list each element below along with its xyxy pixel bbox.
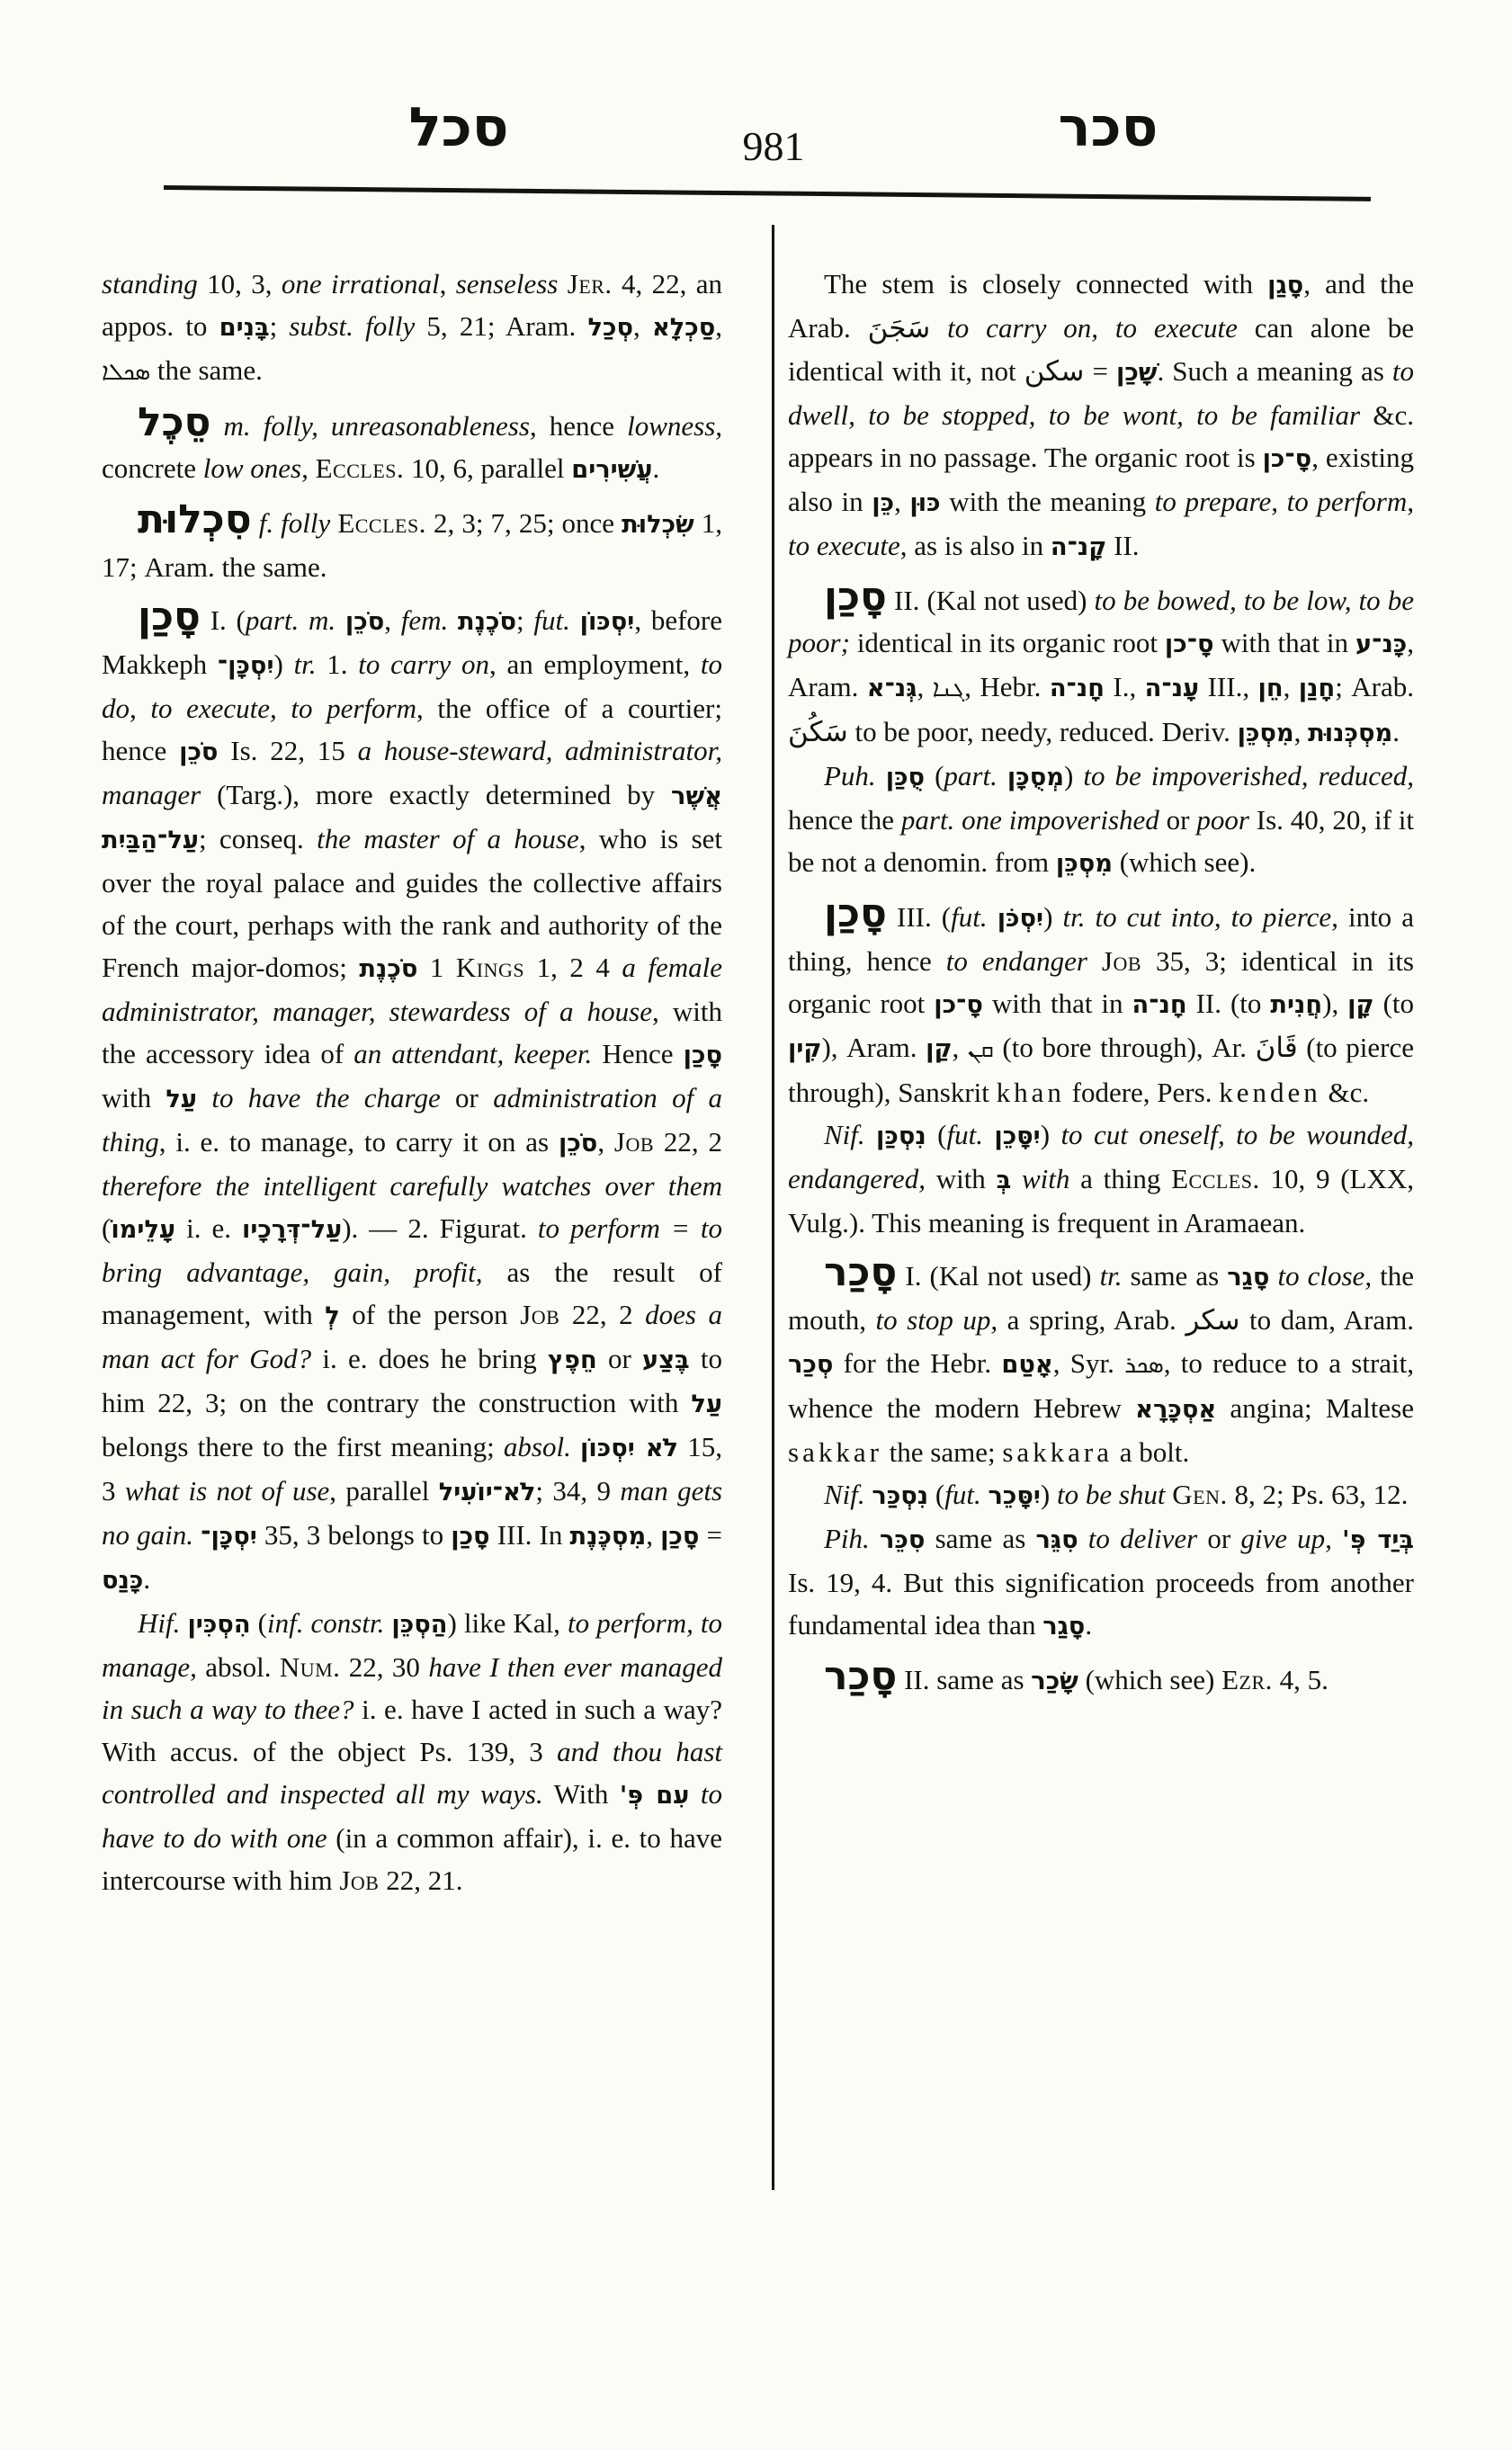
entry-sakhan-I: סָכַן I. (part. m. סֹכֵן, fem. סֹכֶנֶת; fut. יִסְכּוֹן, before Makkeph יִסְכָּן־) tr. 1. to carry on, an employment, to do, to execute, to perform, the office of a courtier; hence סֹכֵן Is. 22, 15 a house-steward, administrator, manager (Targ.), more exactly determined by אֲשֶׁר עַל־הַבַּיִת; conseq. the master of a house, who is set over the royal palace and guides the collective affairs of the court, perhaps with the rank and authority of the French major-domos; סֹכֶנֶת 1 Kings 1, 2 4 a female administrator, manager, stewardess of a house, with the accessory idea of an attendant, keeper. Hence סָכַן with עַל to have the charge or administration of a thing, i. e. to manage, to carry it on as סֹכֵן, Job 22, 2 therefore the intelligent carefully watches over them (עָלֵימוֹ i. e. עַל־דְּרָכָיו). — 2. Figurat. to perform = to bring advantage, gain, profit, as the result of management, with לְ of the person Job 22, 2 does a man act for God? i. e. does he bring חֵפֶץ or בֶּצַע to him 22, 3; on the contrary the construction with עַל belongs there to the first meaning; absol. לֹא יִסְכּוֹן 15, 3 what is not of use, parallel לֹא־יוֹעִיל; 34, 9 man gets no gain. יִסְכָּן־ 35, 3 belongs to סָכַן III. In מִסְכֶּנֶת, סָכַן = כָּנַס. — [102, 594, 723, 1595]
page-number: 981 — [742, 123, 805, 169]
left-column — [102, 263, 722, 1901]
paragraph-pih-sakhar: Pih. סִכֵּר same as סִגֵּר to deliver or give up, בְּיַד פְּ' Is. 19, 4. But this signification proceeds from another fundamental idea than סָגַר. — [788, 1523, 1414, 1641]
entry-sakhan-III: סָכַן III. (fut. יִסְכֹּן) tr. to cut into, to pierce, into a thing, hence to endanger Job 35, 3; identical in its organic root סָ־כן with that in חָנ־ה II. (to חֲנִית), קָן (to קִין), Aram. קַן, ܩܢ (to bore through), Ar. قَانَ (to pierce through), Sanskrit khan fodere, Pers. kenden &c. — [788, 890, 1415, 1108]
entry-sakhar-I: סָכַר I. (Kal not used) tr. same as סָגַר to close, the mouth, to stop up, a spring, Arab. سكر to dam, Aram. סְכַר for the Hebr. אָטַם, Syr. ܣܟܪ, to reduce to a strait, whence the modern Hebrew אַסְכָּרָא angina; Maltese sakkar the same; sakkara a bolt. — [788, 1249, 1415, 1468]
entry-sakhan-II: סָכַן II. (Kal not used) to be bowed, to be low, to be poor; identical in its organic root סָ־כן with that in כָּנ־ע, Aram. גְּנ־א, ܓܢܐ, Hebr. חָנ־ה I., עָנ־ה III., חֵן, חָנַן; Arab. سَكُنَ to be poor, needy, reduced. Deriv. מִסְכֵּן, מִסְכְּנוּת. — [788, 574, 1415, 748]
column-divider-rule — [772, 225, 774, 2190]
paragraph-sakal-continuation: standing 10, 3, one irrational, senseless Jer. 4, 22, an appos. to בָּנִים; subst. folly 5, 21; Aram. סְכַל, סַכְלָא, ܣܟܠܐ the same. — [102, 268, 723, 386]
paragraph-puh-sakhan: Puh. סֻכַּן (part. מְסֻכָּן) to be impoverished, reduced, hence the part. one impoverished or poor Is. 40, 20, if it be not a denomin. from מִסְכֵּן (which see). — [788, 760, 1414, 878]
paragraph-hif-sakhan: Hif. הִסְכִּין (inf. constr. הַסְכֵּן) like Kal, to perform, to manage, absol. Num. 22, 30 have I then ever managed in such a way to thee? i. e. have I acted in such a way? With accus. of the object Ps. 139, 3 and thou hast controlled and inspected all my ways. With עִם פְּ' to have to do with one (in a common affair), i. e. to have intercourse with him Job 22, 21. — [102, 1607, 723, 1896]
paragraph-nif-sakhan: Nif. נִסְכַּן (fut. יִסָּכֵן) to cut oneself, to be wounded, endangered, with בְּ with a thing Eccles. 10, 9 (LXX, Vulg.). This meaning is frequent in Aramaean. — [788, 1119, 1414, 1238]
entry-sakhar-II: סָכַר II. same as שָׂכַר (which see) Ezr. 4, 5. — [824, 1653, 1329, 1699]
paragraph-stem-note: The stem is closely connected with סָגַן, and the Arab. سَجَنَ to carry on, to execute can alone be identical with it, not سكن = שָׁכַן. Such a meaning as to dwell, to be stopped, to be wont, to be familiar &c. appears in no passage. The organic root is סָ־כן, existing also in כֵּן, כּוּן with the meaning to prepare, to perform, to execute, as is also in קָנ־ה II. — [788, 268, 1415, 561]
right-column — [788, 263, 1414, 1703]
entry-sikhlut: סִכְלוּת f. folly Eccles. 2, 3; 7, 25; once שִׂכְלוּת 1, 17; Aram. the same. — [102, 496, 723, 583]
paragraph-nif-sakhar: Nif. נִסְכַּר (fut. יִסָּכֵר) to be shut Gen. 8, 2; Ps. 63, 12. — [824, 1479, 1409, 1510]
right-catchword-hebrew: סכר — [1058, 96, 1159, 159]
entry-sekhel: סֵכֶל m. folly, unreasonableness, hence lowness, concrete low ones, Eccles. 10, 6, parallel עֲשִׁירִים. — [102, 399, 723, 484]
left-catchword-hebrew: סכל — [408, 96, 509, 159]
header-rule — [164, 185, 1371, 201]
